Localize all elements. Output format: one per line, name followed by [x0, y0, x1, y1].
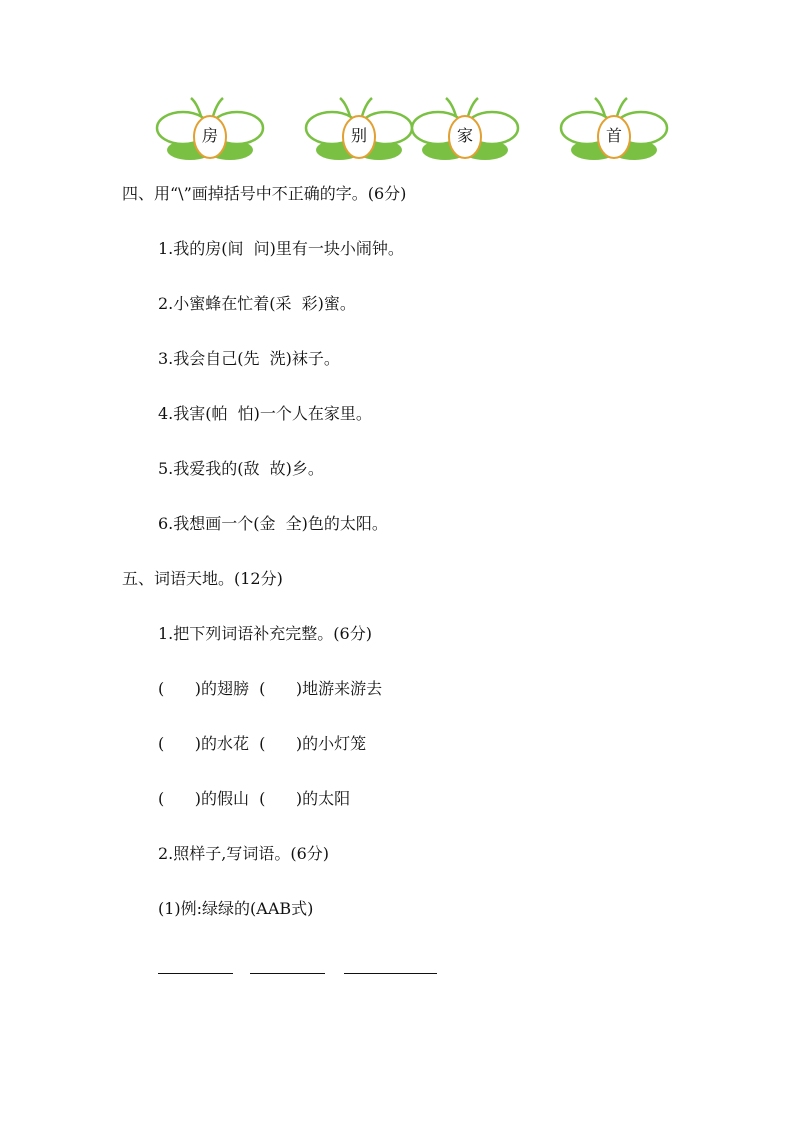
section-4-item-6: 6.我想画一个(金 全)色的太阳。	[158, 514, 388, 533]
answer-blank-3[interactable]	[344, 959, 437, 974]
butterfly-char: 家	[456, 126, 473, 145]
section-5-part-2-example: (1)例:绿绿的(AAB式)	[158, 899, 314, 918]
section-5-title: 五、词语天地。(12分)	[122, 569, 283, 588]
section-4-item-3: 3.我会自己(先 洗)袜子。	[158, 349, 340, 368]
section-4-item-1: 1.我的房(间 问)里有一块小闹钟。	[158, 239, 404, 258]
butterfly-char: 别	[350, 126, 367, 145]
section-4-item-5: 5.我爱我的(敌 故)乡。	[158, 459, 324, 478]
section-4-item-4: 4.我害(帕 怕)一个人在家里。	[158, 404, 372, 423]
butterfly-row	[0, 0, 794, 170]
answer-blank-1[interactable]	[158, 959, 233, 974]
fill-blank-row-1: ( )的翅膀 ( )地游来游去	[158, 679, 383, 698]
section-4-item-2: 2.小蜜蜂在忙着(采 彩)蜜。	[158, 294, 356, 313]
butterfly-char: 首	[605, 126, 622, 145]
butterfly-char: 房	[201, 126, 218, 145]
fill-blank-row-2: ( )的水花 ( )的小灯笼	[158, 734, 367, 753]
answer-blank-2[interactable]	[250, 959, 325, 974]
section-5-part-1-title: 1.把下列词语补充完整。(6分)	[158, 624, 372, 643]
section-4-title: 四、用“\”画掉括号中不正确的字。(6分)	[122, 184, 407, 203]
section-5-part-2-title: 2.照样子,写词语。(6分)	[158, 844, 330, 863]
butterfly-card	[410, 92, 520, 162]
butterfly-card	[559, 92, 669, 162]
fill-blank-row-3: ( )的假山 ( )的太阳	[158, 789, 351, 808]
butterfly-card	[304, 92, 414, 162]
butterfly-card	[155, 92, 265, 162]
